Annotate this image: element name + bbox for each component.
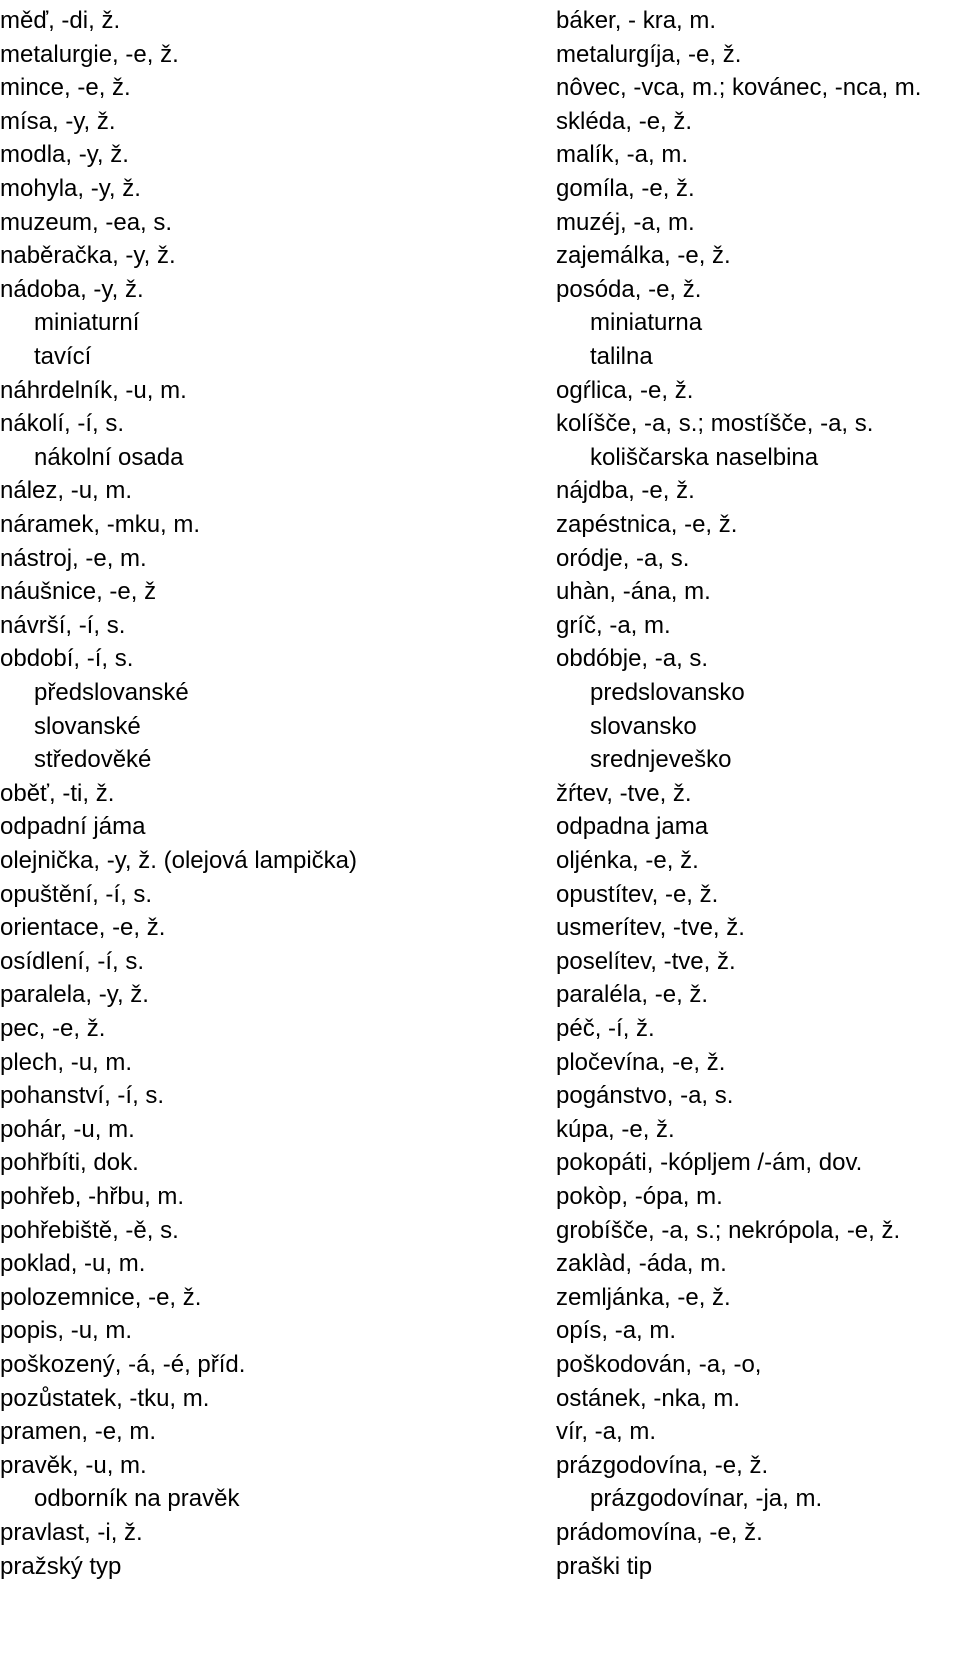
slovene-term: koliščarska naselbina	[590, 443, 819, 471]
slovene-term: pokopáti, -kópljem /-ám, dov.	[556, 1149, 863, 1177]
glossary-row	[0, 1481, 960, 1517]
glossary-row	[0, 305, 960, 341]
slovene-term: miniaturna	[590, 309, 703, 337]
czech-term: pražský typ	[0, 1552, 122, 1580]
czech-term: modla, -y, ž.	[0, 141, 129, 169]
slovene-term: zapéstnica, -e, ž.	[556, 511, 738, 538]
glossary-row	[0, 641, 960, 677]
glossary-row	[0, 809, 960, 845]
czech-term: pohanství, -í, s.	[0, 1082, 165, 1110]
slovene-term: gomíla, -e, ž.	[556, 175, 695, 202]
glossary-row	[0, 1011, 960, 1047]
slovene-term: báker, - kra, m.	[556, 7, 717, 34]
slovene-term: prázgodovína, -e, ž.	[556, 1451, 769, 1479]
glossary-row	[0, 507, 960, 543]
czech-term: středověké	[34, 746, 152, 774]
slovene-term: predslovansko	[590, 679, 745, 706]
slovene-term: nájdba, -e, ž.	[556, 477, 695, 505]
czech-term: mohyla, -y, ž.	[0, 175, 141, 202]
slovene-term: ostánek, -nka, m.	[556, 1384, 741, 1412]
glossary-row	[0, 406, 960, 442]
slovene-term: muzéj, -a, m.	[556, 208, 695, 236]
czech-term: pohřbíti, dok.	[0, 1149, 139, 1177]
glossary-row	[0, 1414, 960, 1450]
glossary-row	[0, 843, 960, 879]
glossary-row	[0, 205, 960, 241]
slovene-term: malík, -a, m.	[556, 141, 689, 169]
glossary-row	[0, 709, 960, 745]
slovene-term: skléda, -e, ž.	[556, 107, 693, 135]
slovene-term: pločevína, -e, ž.	[556, 1048, 726, 1076]
czech-term: poškozený, -á, -é, příd.	[0, 1351, 246, 1378]
glossary-row	[0, 541, 960, 577]
glossary-row	[0, 440, 960, 476]
slovene-term: nôvec, -vca, m.; kovánec, -nca, m.	[556, 74, 922, 102]
slovene-term: kúpa, -e, ž.	[556, 1115, 675, 1143]
glossary-row	[0, 608, 960, 644]
czech-term: paralela, -y, ž.	[0, 981, 149, 1009]
czech-term: nádoba, -y, ž.	[0, 275, 144, 303]
czech-term: tavící	[34, 343, 92, 370]
glossary-row	[0, 1246, 960, 1282]
slovene-term: kolíšče, -a, s.; mostíšče, -a, s.	[556, 410, 874, 438]
glossary-row	[0, 1179, 960, 1215]
glossary-row	[0, 1045, 960, 1081]
czech-term: muzeum, -ea, s.	[0, 208, 173, 236]
slovene-term: poškodován, -a, -o,	[556, 1351, 762, 1378]
czech-term: polozemnice, -e, ž.	[0, 1283, 202, 1311]
slovene-term: žŕtev, -tve, ž.	[556, 779, 692, 807]
czech-term: náhrdelník, -u, m.	[0, 376, 187, 404]
glossary-row	[0, 1448, 960, 1484]
czech-term: orientace, -e, ž.	[0, 914, 166, 942]
czech-term: nákolí, -í, s.	[0, 410, 125, 438]
slovene-term: zemljánka, -e, ž.	[556, 1283, 731, 1311]
czech-term: pramen, -e, m.	[0, 1418, 157, 1446]
slovene-term: opís, -a, m.	[556, 1317, 677, 1345]
glossary-row	[0, 1145, 960, 1181]
glossary-row	[0, 675, 960, 711]
czech-term: nástroj, -e, m.	[0, 544, 147, 572]
czech-term: miniaturní	[34, 309, 140, 337]
czech-term: náramek, -mku, m.	[0, 511, 201, 538]
glossary-row	[0, 473, 960, 509]
glossary-row	[0, 1313, 960, 1349]
czech-term: metalurgie, -e, ž.	[0, 40, 179, 68]
slovene-term: posóda, -e, ž.	[556, 275, 702, 303]
slovene-term: zaklàd, -áda, m.	[556, 1250, 727, 1278]
glossary-row	[0, 944, 960, 980]
slovene-term: opustítev, -e, ž.	[556, 880, 719, 908]
slovene-term: obdóbje, -a, s.	[556, 645, 709, 673]
czech-term: pohřebiště, -ě, s.	[0, 1216, 179, 1244]
slovene-term: grobíšče, -a, s.; nekrópola, -e, ž.	[556, 1216, 901, 1244]
glossary-row	[0, 877, 960, 913]
slovene-term: praški tip	[556, 1552, 653, 1580]
glossary-row	[0, 910, 960, 946]
glossary-row	[0, 37, 960, 73]
slovene-term: slovansko	[590, 712, 697, 740]
czech-term: nákolní osada	[34, 443, 184, 471]
glossary-row	[0, 70, 960, 106]
glossary-row	[0, 776, 960, 812]
czech-term: naběračka, -y, ž.	[0, 242, 176, 270]
czech-term: osídlení, -í, s.	[0, 947, 145, 975]
czech-term: slovanské	[34, 712, 141, 740]
glossary-row	[0, 1347, 960, 1383]
czech-term: měď, -di, ž.	[0, 7, 121, 34]
czech-term: pravěk, -u, m.	[0, 1451, 147, 1479]
slovene-term: pokòp, -ópa, m.	[556, 1183, 723, 1210]
czech-term: odpadní jáma	[0, 813, 146, 841]
glossary-row	[0, 238, 960, 274]
czech-term: plech, -u, m.	[0, 1048, 133, 1076]
slovene-term: oljénka, -e, ž.	[556, 847, 699, 874]
slovene-term: usmerítev, -tve, ž.	[556, 914, 745, 942]
czech-term: návrší, -í, s.	[0, 611, 126, 639]
glossary-row	[0, 272, 960, 308]
slovene-term: prázgodovínar, -ja, m.	[590, 1485, 823, 1513]
czech-term: předslovanské	[34, 679, 189, 706]
czech-term: náušnice, -e, ž	[0, 578, 157, 606]
glossary-row	[0, 574, 960, 610]
slovene-term: ogŕlica, -e, ž.	[556, 376, 694, 404]
glossary-row	[0, 977, 960, 1013]
glossary-row	[0, 1112, 960, 1148]
glossary-row	[0, 3, 960, 39]
slovene-term: odpadna jama	[556, 813, 709, 841]
slovene-term: prádomovína, -e, ž.	[556, 1519, 763, 1546]
czech-term: popis, -u, m.	[0, 1317, 133, 1345]
slovene-term: pogánstvo, -a, s.	[556, 1082, 734, 1110]
czech-term: odborník na pravěk	[34, 1485, 240, 1513]
glossary-row	[0, 1381, 960, 1417]
slovene-term: vír, -a, m.	[556, 1418, 657, 1446]
glossary-row	[0, 171, 960, 207]
czech-term: nález, -u, m.	[0, 477, 133, 505]
glossary-row	[0, 742, 960, 778]
glossary-row	[0, 137, 960, 173]
czech-term: opuštění, -í, s.	[0, 880, 153, 908]
glossary-row	[0, 1280, 960, 1316]
czech-term: olejnička, -y, ž. (olejová lampička)	[0, 847, 358, 874]
slovene-term: zajemálka, -e, ž.	[556, 242, 731, 270]
glossary-row	[0, 339, 960, 375]
glossary-row	[0, 1213, 960, 1249]
czech-term: poklad, -u, m.	[0, 1250, 146, 1278]
slovene-term: srednjeveško	[590, 746, 732, 774]
slovene-term: gríč, -a, m.	[556, 611, 671, 639]
czech-term: pec, -e, ž.	[0, 1015, 106, 1042]
glossary-row	[0, 1515, 960, 1551]
glossary-row	[0, 1549, 960, 1585]
glossary-row	[0, 1078, 960, 1114]
glossary-row	[0, 373, 960, 409]
czech-term: pohár, -u, m.	[0, 1115, 135, 1143]
slovene-term: uhàn, -ána, m.	[556, 578, 711, 606]
slovene-term: talilna	[590, 343, 653, 370]
slovene-term: péč, -í, ž.	[556, 1015, 655, 1042]
czech-term: období, -í, s.	[0, 645, 134, 673]
czech-term: pohřeb, -hřbu, m.	[0, 1183, 185, 1210]
czech-term: mísa, -y, ž.	[0, 107, 116, 135]
czech-term: oběť, -ti, ž.	[0, 779, 115, 807]
glossary-row	[0, 104, 960, 140]
slovene-term: paraléla, -e, ž.	[556, 981, 709, 1009]
czech-term: pravlast, -i, ž.	[0, 1519, 143, 1546]
czech-term: mince, -e, ž.	[0, 74, 131, 102]
slovene-term: oródje, -a, s.	[556, 544, 690, 572]
slovene-term: poselítev, -tve, ž.	[556, 947, 736, 975]
czech-term: pozůstatek, -tku, m.	[0, 1384, 210, 1412]
slovene-term: metalurgíja, -e, ž.	[556, 40, 742, 68]
